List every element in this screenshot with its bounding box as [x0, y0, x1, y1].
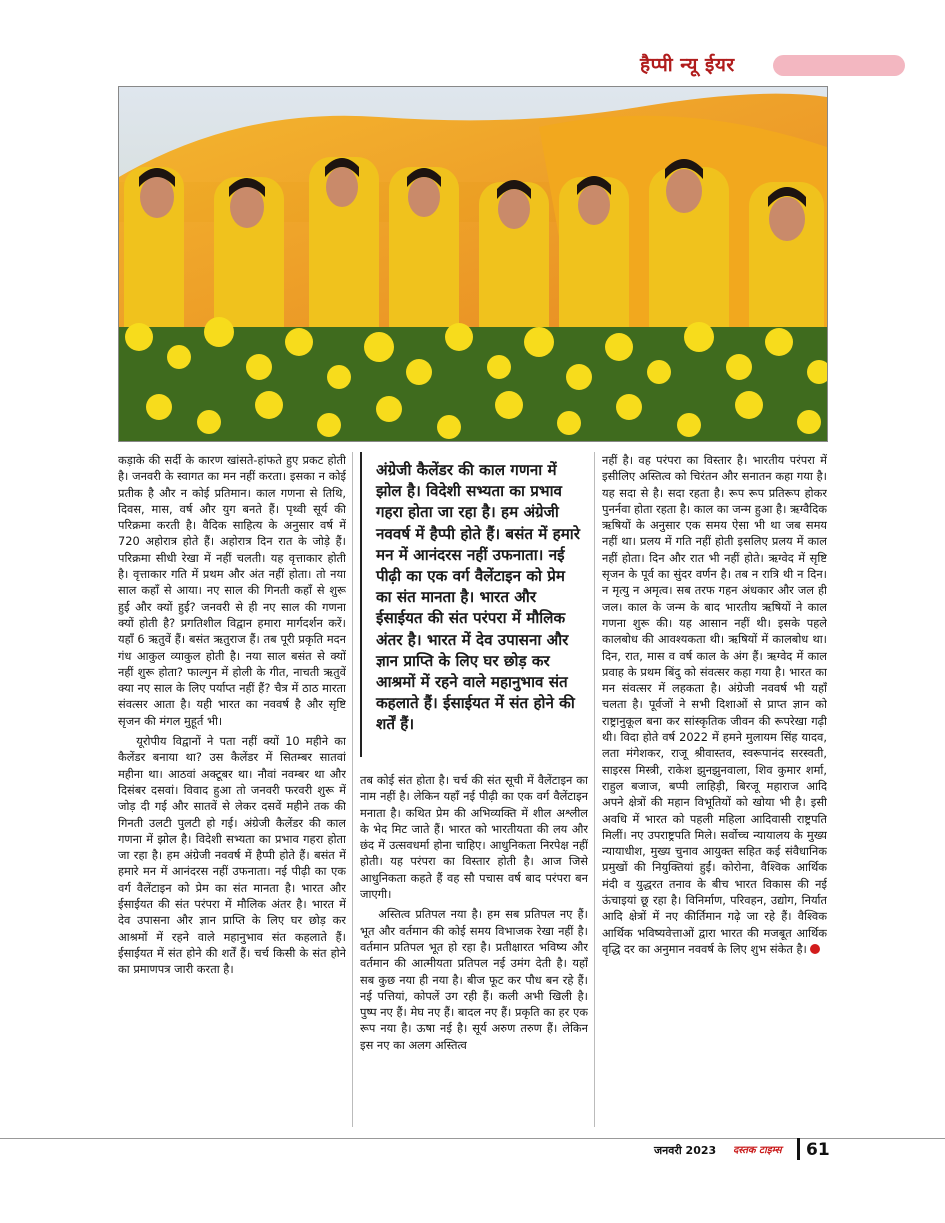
article-column-2 [360, 772, 588, 1127]
pull-quote-text: अंग्रेजी कैलेंडर की काल गणना में झोल है। विदेशी सभ्यता का प्रभाव गहरा होता जा रहा है। हम अंग्रेजी नववर्ष में हैप्पी होते हैं। बसंत में हमारे मन में आनंदरस नहीं उफनाता। नई पीढ़ी का एक वर्ग वैलेंटाइन को प्रेम का संत मानता है। भारत और ईसाईयत की संत परंपरा में मौलिक अंतर है। भारत में देव उपासना और ज्ञान प्राप्ति के लिए घर छोड़ कर आश्रमों में रहने वाले महानुभाव संत कहलाते हैं। ईसाईयत में संत होने की शर्तें हैं। [376, 461, 580, 734]
footer-rule [0, 1138, 945, 1139]
column-divider [352, 452, 353, 1127]
column-divider [594, 452, 595, 1127]
feature-photo [118, 86, 828, 442]
section-header-label: हैप्पी न्यू ईयर [640, 54, 735, 76]
article-paragraph: कड़ाके की सर्दी के कारण खांसते-हांफते हुए प्रकट होती है। जनवरी के स्वागत का मन नहीं करता। इसका न कोई प्रतीक है और न कोई प्रतिमान। काल गणना से तिथि, दिवस, मास, वर्ष और युग बनते हैं। पृथ्वी सूर्य की परिक्रमा करती है। वैदिक साहित्य के अनुसार वर्ष में 720 अहोरात्र होते हैं। अहोरात्र दिन रात के जोड़े हैं। परिक्रमा सीधी रेखा में नहीं चलती। यह वृत्ताकार होती है। वृत्ताकार गति में प्रथम और अंत नहीं होता। तो नया साल कहाँ से आया। नए साल की गिनती कहाँ से शुरू हुई और क्यों हुई? जनवरी से ही नए साल की गणना क्यों होती है? प्रगतिशील विद्वान हमारा मार्गदर्शन करें। यहाँ 6 ऋतुवें हैं। बसंत ऋतुराज हैं। तब पूरी प्रकृति मदन गंध आकुल व्याकुल होती है। नया साल बसंत से क्यों नहीं शुरू होता? फाल्गुन में होली के गीत, नाचती ऋतुवें क्या नए साल के लिए पर्याप्त नहीं हैं? चैत्र में ठाठ मारता संवत्सर आता है। यही भारत का नववर्ष है और सृष्टि सृजन की मंगल मुहूर्त भी। [118, 453, 346, 728]
footer-separator [797, 1138, 800, 1160]
page-number: 61 [806, 1140, 830, 1160]
footer-issue-date: जनवरी 2023 [654, 1144, 717, 1157]
photo-girls-in-mustard-field [119, 87, 827, 441]
pull-quote [360, 452, 586, 757]
article-paragraph [602, 452, 827, 957]
article-paragraph: अस्तित्व प्रतिपल नया है। हम सब प्रतिपल नए हैं। भूत और वर्तमान की कोई समय विभाजक रेखा नहीं है। वर्तमान प्रतिपल भूत हो रहा है। प्रतीक्षारत भविष्य और वर्तमान की आत्मीयता प्रतिपल नई उमंग देती है। यहाँ सब कुछ नया ही नया है। बीज फूट कर पौध बन रहे हैं। नई पत्तियां, कोपलें उग रही हैं। कली अभी खिली है। पुष्प नए हैं। मेघ नए हैं। बादल नए हैं। प्रकृति का हर एक रूप नया है। ऊषा नई है। सूर्य अरुण तरुण हैं। लेकिन इस नए का अलग अस्तित्व [360, 907, 588, 1052]
article-column-3 [602, 452, 827, 1127]
article-text: नहीं है। वह परंपरा का विस्तार है। भारतीय परंपरा में इसीलिए अस्तित्व को चिरंतन और सनातन कहा गया है। यह सदा से है। सदा रहता है। रूप रूप प्रतिरूप होकर पुनर्नवा होता रहता है। काल का जन्म हुआ है। ऋग्वैदिक ऋषियों के अनुसार एक समय ऐसा भी था जब समय नहीं था। प्रलय में गति नहीं होती इसलिए प्रलय में काल नहीं होता। दिन और रात भी नहीं होते। ऋग्वेद में सृष्टि सृजन के पूर्व का सुंदर वर्णन है। तब न रात्रि थी न दिन। न मृत्यु न अमृत्व। सब तरफ गहन अंधकार और जल ही जल। काल के जन्म के बाद भारतीय ऋषियों ने काल गणना शुरू की। यह आसान नहीं थी। इसके पहले कालबोध की आवश्यकता थी। ऋषियों में कालबोध था। दिन, रात, मास व वर्ष काल के अंग हैं। ऋग्वेद में काल प्रवाह के प्रथम बिंदु को संवत्सर कहा गया है। भारत का मन संवत्सर में लहकता है। अंग्रेजी नववर्ष भी यहाँ चलता है। पूर्वजों ने सभी दिशाओं से प्राप्त ज्ञान को राष्ट्रानुकूल बना कर सांस्कृतिक जीवन की रूपरेखा गढ़ी थी। विदा होते वर्ष 2022 में हमने मुलायम सिंह यादव, लता मंगेशकर, राजू श्रीवास्तव, स्वरूपानंद सरस्वती, साइरस मिस्त्री, राकेश झुनझुनवाला, शिव कुमार शर्मा, राहुल बजाज, बप्पी लाहिड़ी, बिरजू महाराज आदि अपने क्षेत्रों की महान विभूतियों को खोया भी है। इसी अवधि में भारत को पहली महिला आदिवासी राष्ट्रपति मिलीं। नए उपराष्ट्रपति मिले। सर्वोच्च न्यायालय के मुख्य न्यायाधीश, मुख्य चुनाव आयुक्त सहित कई संवैधानिक प्रमुखों की नियुक्तियां हुईं। कोरोना, वैश्विक आर्थिक मंदी व युद्धरत तनाव के बीच भारत विकास की नई ऊंचाइयां छू रहा है। विनिर्माण, परिवहन, उद्योग, निर्यात आदि क्षेत्रों में नए कीर्तिमान गढ़े जा रहे हैं। वैश्विक आर्थिक भविष्यवेत्ताओं द्वारा भारत की मजबूत आर्थिक वृद्धि दर का अनुमान नववर्ष के लिए शुभ संकेत है। [602, 453, 827, 956]
end-mark-icon [810, 944, 820, 954]
article-column-1 [118, 452, 346, 1127]
article-paragraph: यूरोपीय विद्वानों ने पता नहीं क्यों 10 महीने का कैलेंडर बनाया था? उस कैलेंडर में सितम्बर सातवां महीना था। आठवां अक्टूबर था। नौवां नवम्बर था और दिसंबर दसवां। विवाद हुआ तो जनवरी फरवरी शुरू में जोड़ दी गई और सातवें से लेकर दसवें महीने तक की गिनती उलटी पुलटी हो गई। अंग्रेजी कैलेंडर की काल गणना में झोल है। विदेशी सभ्यता का प्रभाव गहरा होता जा रहा है। हम अंग्रेजी नववर्ष में हैप्पी होते हैं। बसंत में हमारे मन में आनंदरस नहीं उफनाता। नई पीढ़ी का एक वर्ग वैलेंटाइन को प्रेम का संत मानता है। भारत और ईसाईयत की संत परंपरा में मौलिक अंतर है। भारत में देव उपासना और ज्ञान प्राप्ति के लिए घर छोड़ कर आश्रमों में रहने वाले महानुभाव संत कहलाते हैं। ईसाईयत में संत होने की शर्तें हैं। चर्च किसी के संत होने का प्रमाणपत्र जारी करता है। [118, 734, 346, 977]
footer-brand-logo: दस्तक टाइम्स [733, 1145, 782, 1156]
header-accent-bar [773, 55, 905, 76]
article-paragraph: तब कोई संत होता है। चर्च की संत सूची में वैलेंटाइन का नाम नहीं है। लेकिन यहाँ नई पीढ़ी का एक वर्ग वैलेंटाइन मनाता है। कथित प्रेम की अभिव्यक्ति में शील अश्लील के भेद मिट जाते हैं। भारत को भारतीयता की लय और छंद में उत्सवधर्मा होना चाहिए। आधुनिकता निरपेक्ष नहीं होती। यह परंपरा का विस्तार होती है। आज जिसे आधुनिकता कहते हैं वह सौ पचास वर्ष बाद परंपरा बन जाएगी। [360, 773, 588, 902]
